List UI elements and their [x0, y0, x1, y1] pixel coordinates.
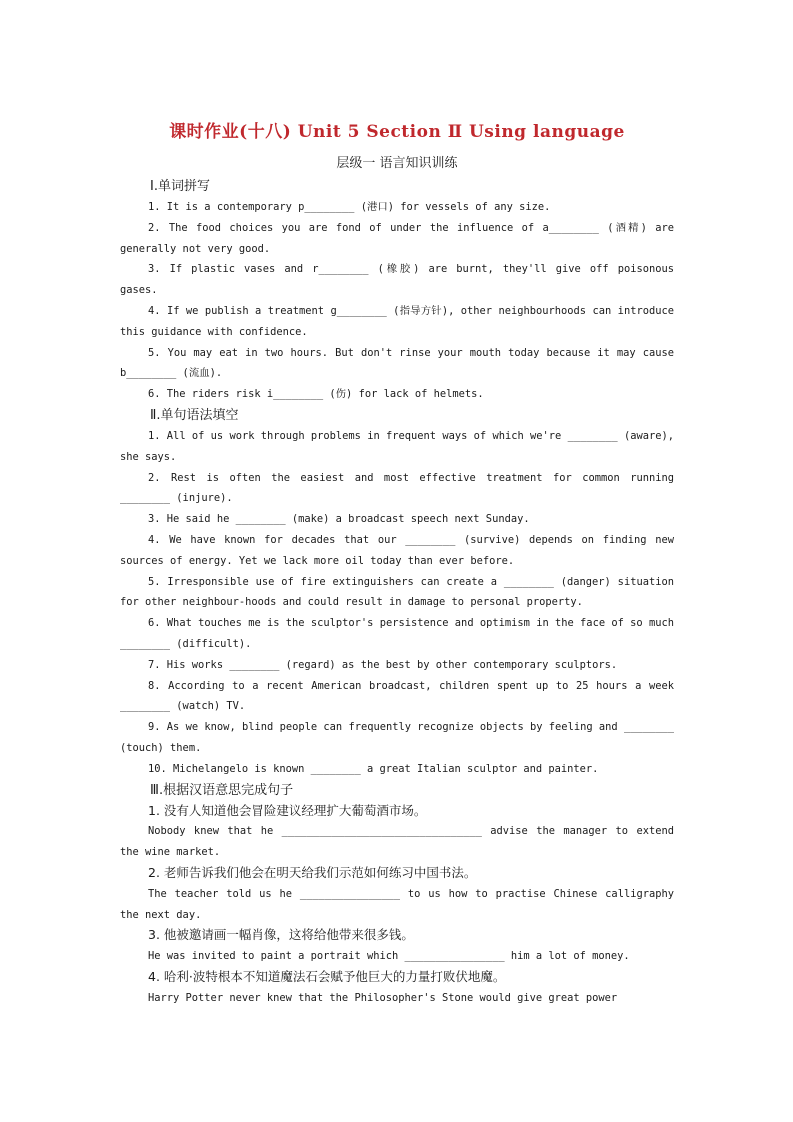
- section-grammar-fill: [120, 405, 674, 780]
- chinese-prompt: 4. 哈利·波特根本不知道魔法石会赋予他巨大的力量打败伏地魔。: [148, 968, 506, 984]
- english-sentence: The teacher told us he ________________ to us how to practise Chinese calligraphy the next day.: [120, 887, 674, 921]
- english-sentence: Harry Potter never knew that the Philosopher's Stone would give great power: [148, 991, 618, 1004]
- english-sentence: Nobody knew that he ________________________________ advise the manager to extend the wine market.: [120, 825, 674, 859]
- section-translation: [120, 780, 674, 1009]
- level-heading: 层级一 语言知识训练: [336, 156, 458, 171]
- question-item: 1. It is a contemporary p________ (港口) for vessels of any size.: [148, 201, 551, 213]
- question-item: 6. The riders risk i________ (伤) for lack of helmets.: [148, 388, 484, 401]
- section-word-spelling: [120, 176, 674, 405]
- question-item: 4. We have known for decades that our ________ (survive) depends on finding new sources of energy. Yet we lack more oil today than ever before.: [120, 533, 674, 567]
- question-item: 5. Irresponsible use of fire extinguishers can create a ________ (danger) situation for other neighbour-hoods and could result in damage to personal property.: [120, 575, 674, 609]
- section-heading: Ⅱ.单句语法填空: [150, 407, 239, 423]
- question-item: 3. He said he ________ (make) a broadcast speech next Sunday.: [148, 513, 530, 526]
- question-item: 2. Rest is often the easiest and most effective treatment for common running ________ (injure).: [120, 471, 674, 505]
- question-item: 5. You may eat in two hours. But don't rinse your mouth today because it may cause b________ (流血).: [120, 346, 674, 380]
- section-heading: Ⅲ.根据汉语意思完成句子: [150, 782, 294, 798]
- worksheet-page: [120, 118, 674, 1008]
- page-title: 课时作业(十八) Unit 5 Section Ⅱ Using language: [169, 122, 625, 142]
- english-sentence: He was invited to paint a portrait which ________________ him a lot of money.: [148, 950, 630, 963]
- chinese-prompt: 3. 他被邀请画一幅肖像，这将给他带来很多钱。: [148, 927, 414, 943]
- question-item: 2. The food choices you are fond of under the influence of a________ (酒精) are generally not very good.: [120, 221, 674, 255]
- question-item: 1. All of us work through problems in frequent ways of which we're ________ (aware), she says.: [120, 429, 674, 463]
- question-item: 8. According to a recent American broadcast, children spent up to 25 hours a week ________ (watch) TV.: [120, 679, 674, 713]
- section-heading: Ⅰ.单词拼写: [150, 179, 210, 194]
- question-item: 4. If we publish a treatment g________ (指导方针), other neighbourhoods can introduce this guidance with confidence.: [120, 304, 674, 338]
- chinese-prompt: 2. 老师告诉我们他会在明天给我们示范如何练习中国书法。: [148, 864, 477, 880]
- question-item: 10. Michelangelo is known ________ a great Italian sculptor and painter.: [148, 762, 599, 775]
- question-item: 3. If plastic vases and r________ (橡胶) are burnt, they'll give off poisonous gases.: [120, 263, 674, 297]
- chinese-prompt: 1. 没有人知道他会冒险建议经理扩大葡萄酒市场。: [148, 802, 427, 818]
- question-item: 6. What touches me is the sculptor's persistence and optimism in the face of so much ________ (difficult).: [120, 617, 674, 650]
- question-item: 9. As we know, blind people can frequently recognize objects by feeling and ________ (touch) them.: [120, 721, 674, 754]
- question-item: 7. His works ________ (regard) as the best by other contemporary sculptors.: [148, 658, 618, 671]
